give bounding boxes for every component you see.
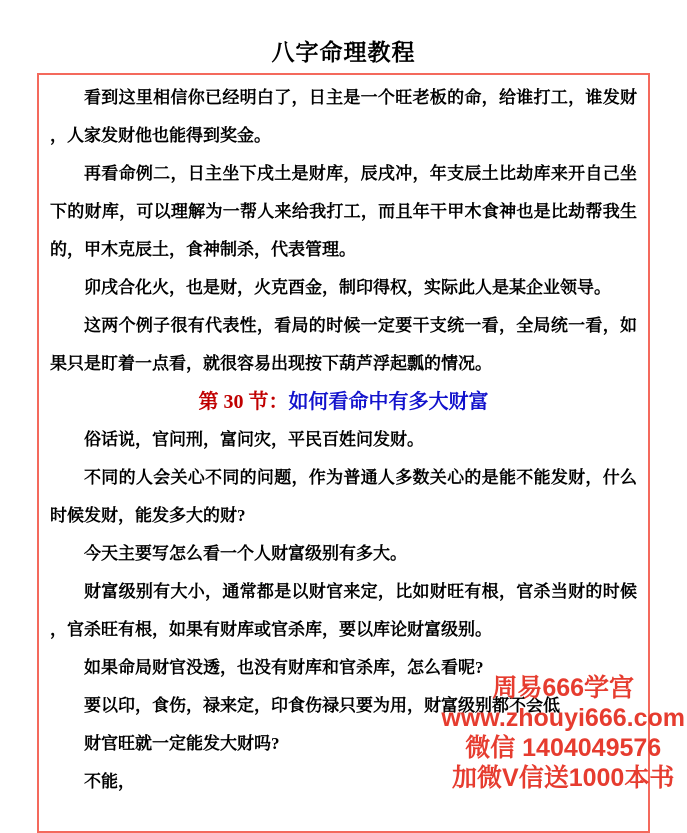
paragraph: 不同的人会关心不同的问题，作为普通人多数关心的是能不能发财，什么时候发财，能发多大的财? xyxy=(50,468,637,525)
watermark-line-wechat: 微信 1404049576 xyxy=(465,734,662,762)
section-heading xyxy=(50,383,637,421)
paragraph: 再看命例二，日主坐下戌土是财库，辰戌冲，年支辰土比劫库来开自己坐下的财库，可以理解为一帮人来给我打工，而且年干甲木食神也是比劫帮我生的，甲木克辰土，食神制杀，代表管理。 xyxy=(50,164,637,259)
paragraph: 卯戌合化火，也是财，火克酉金，制印得权，实际此人是某企业领导。 xyxy=(84,278,611,297)
section-title-text: 如何看命中有多大财富 xyxy=(288,391,489,413)
paragraph: 不能， xyxy=(84,772,135,791)
paragraph: 这两个例子很有代表性，看局的时候一定要干支统一看，全局统一看，如果只是盯着一点看，就很容易出现按下葫芦浮起瓢的情况。 xyxy=(50,316,637,373)
paragraph: 财官旺就一定能发大财吗? xyxy=(84,734,280,753)
paragraph: 如果命局财官没透，也没有财库和官杀库，怎么看呢? xyxy=(84,658,484,677)
document-title: 八字命理教程 xyxy=(271,40,416,65)
watermark-line-brand: 周易666学宫 xyxy=(492,674,635,702)
paragraph: 俗话说，官问刑，富问灾，平民百姓问发财。 xyxy=(84,430,424,449)
paragraph: 今天主要写怎么看一个人财富级别有多大。 xyxy=(84,544,407,563)
paragraph: 要以印，食伤，禄来定，印食伤禄只要为用，财富级别都不会低 xyxy=(84,696,560,715)
watermark-line-promo: 加微V信送1000本书 xyxy=(452,764,675,792)
paragraph: 看到这里相信你已经明白了，日主是一个旺老板的命，给谁打工，谁发财，人家发财他也能得到奖金。 xyxy=(50,88,637,145)
section-number-label: 第 30 节： xyxy=(198,391,289,413)
paragraph: 财富级别有大小，通常都是以财官来定，比如财旺有根，官杀当财的时候，官杀旺有根，如果有财库或官杀库，要以库论财富级别。 xyxy=(50,582,637,639)
watermark xyxy=(441,673,685,793)
watermark-line-url: www.zhouyi666.com xyxy=(441,704,685,732)
